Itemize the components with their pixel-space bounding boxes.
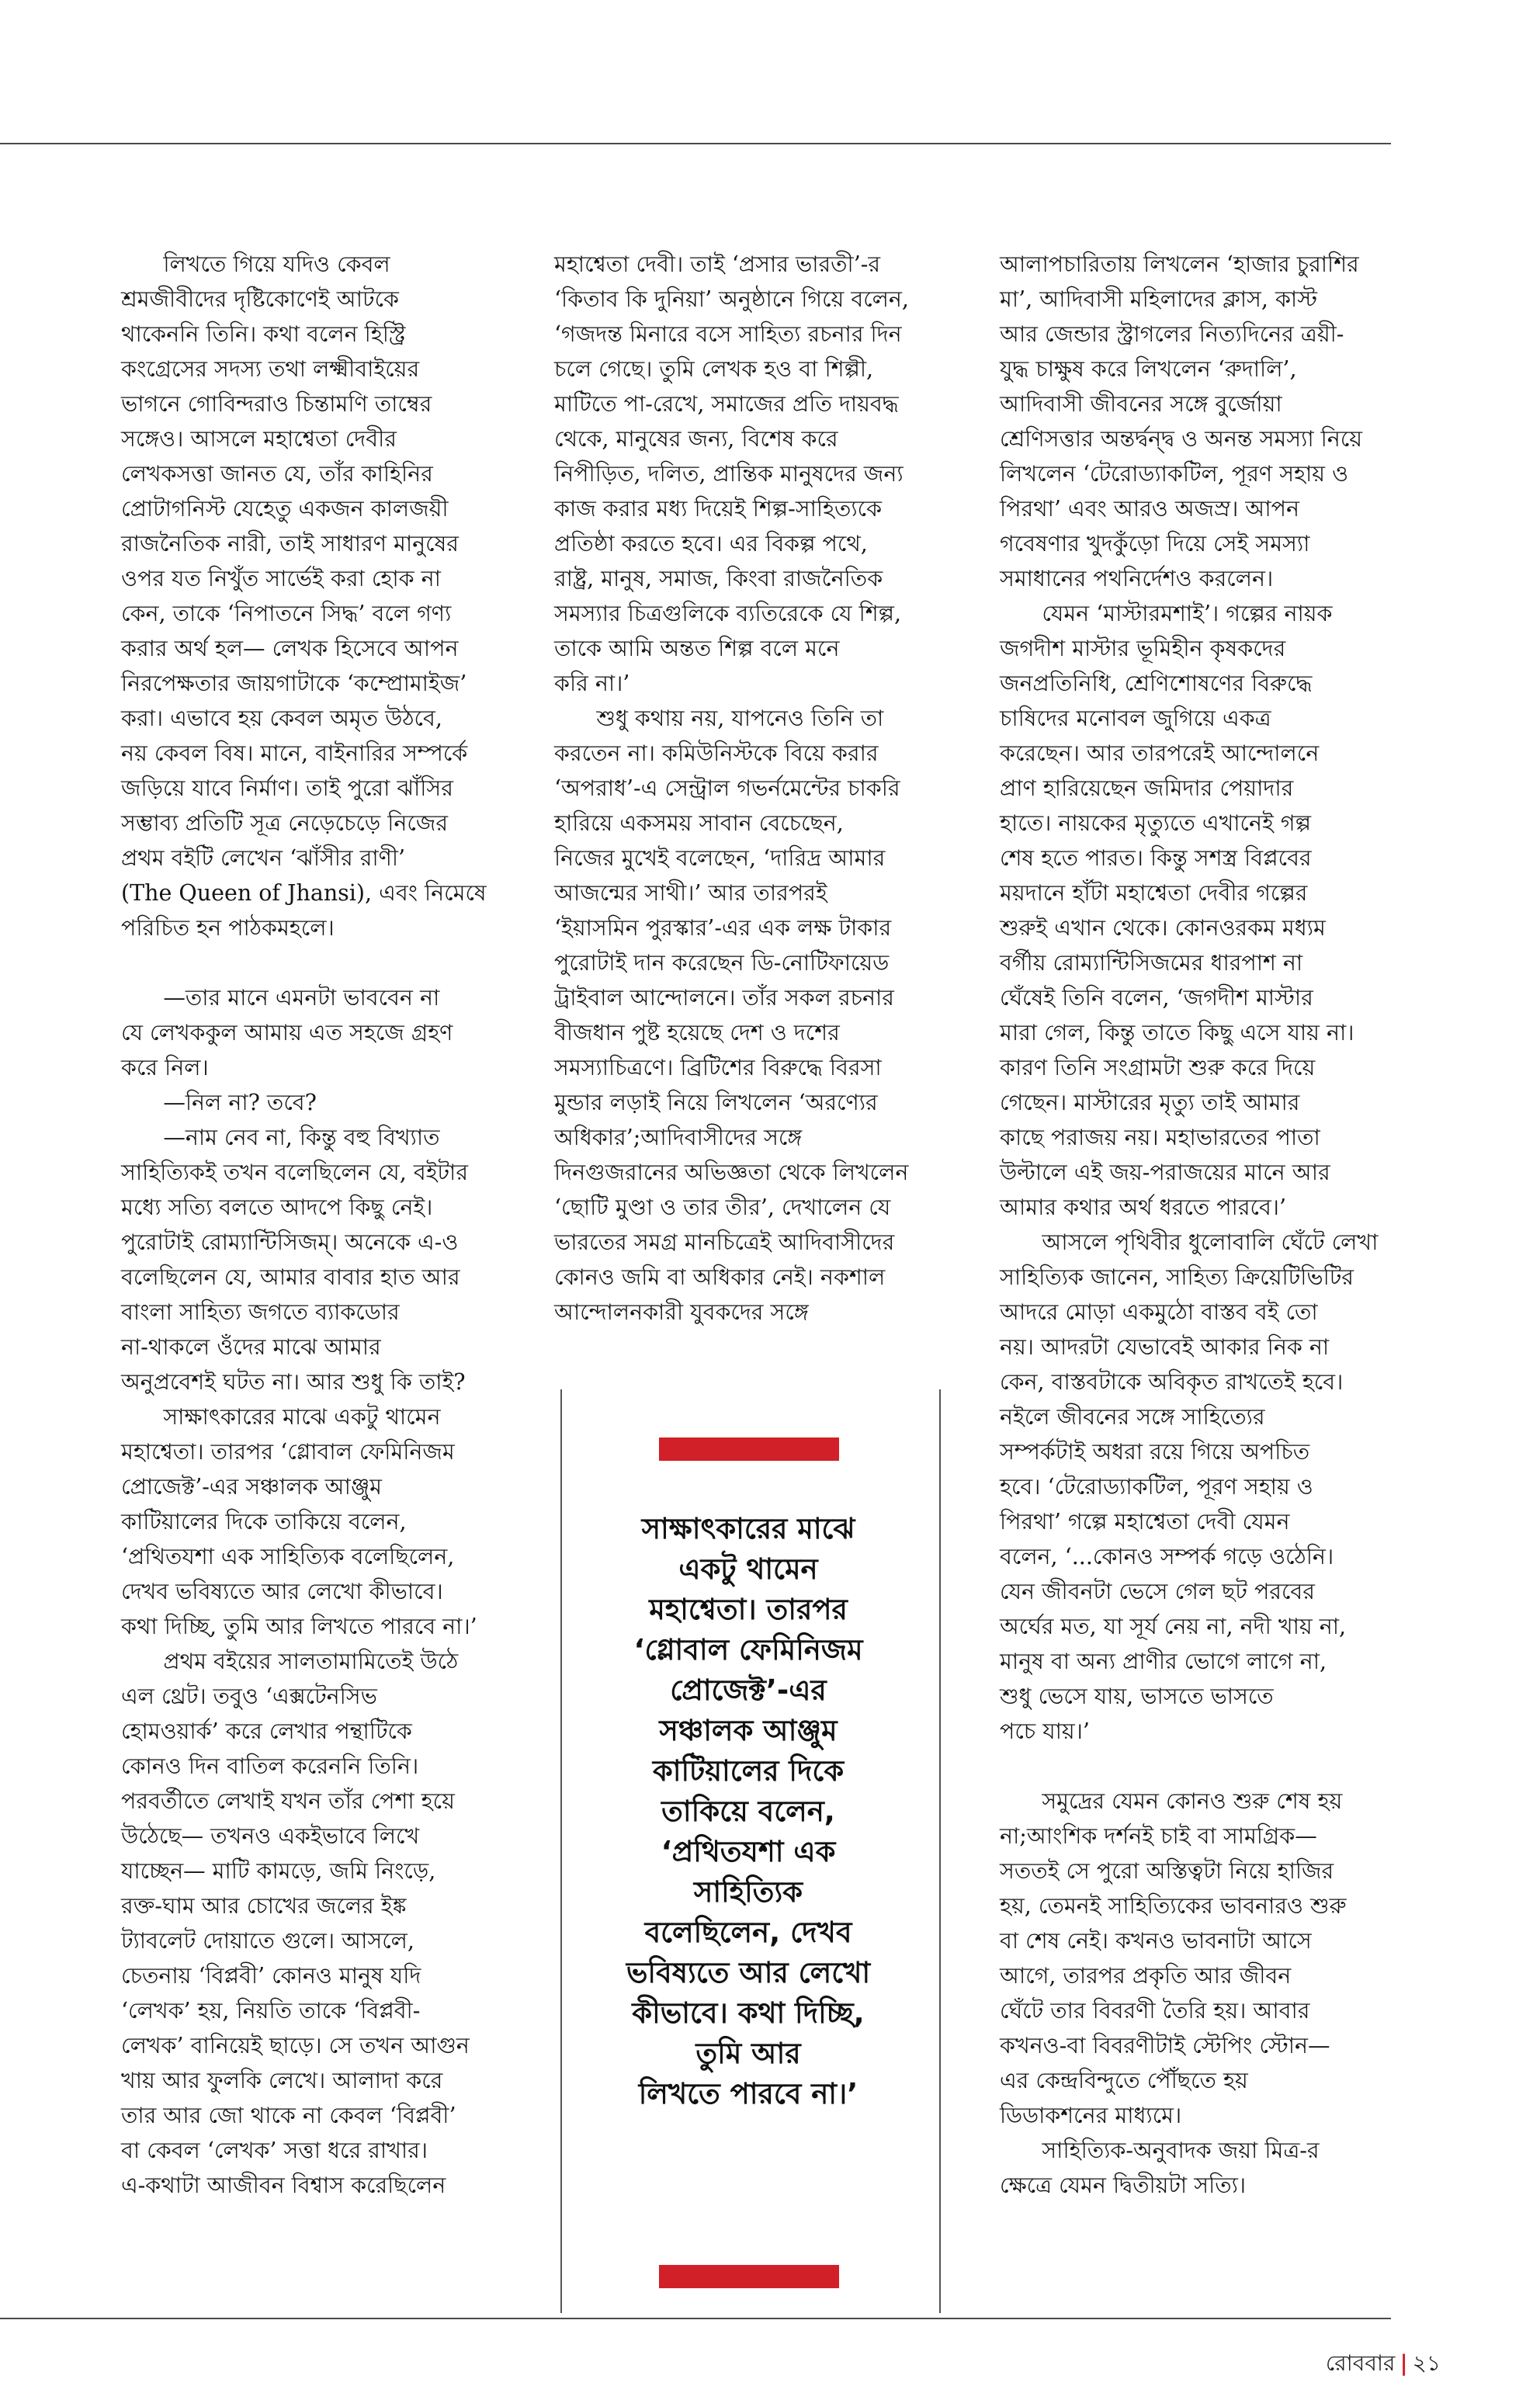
column-1-line: কথা দিচ্ছি, তুমি আর লিখতে পারবে না।’ bbox=[121, 1614, 477, 1639]
column-3-line: হবে। ‘টেরোড্যাকটিল, পূরণ সহায় ও bbox=[1000, 1474, 1313, 1500]
column-3-line: কেন, বাস্তবটাকে অবিকৃত রাখতেই হবে। bbox=[1000, 1369, 1344, 1395]
column-2-line: নিজের মুখেই বলেছেন, ‘দারিদ্র আমার bbox=[554, 845, 886, 871]
column-1-line: সম্ভাব্য প্রতিটি সূত্র নেড়েচেড়ে নিজের bbox=[121, 810, 449, 836]
column-2-line: ‘অপরাধ’-এ সেন্ট্রাল গভর্নমেন্টের চাকরি bbox=[554, 775, 900, 801]
column-3-line: মা’, আদিবাসী মহিলাদের ক্লাস, কাস্ট bbox=[1000, 286, 1318, 312]
column-2-line: ‘ইয়াসমিন পুরস্কার’-এর এক লক্ষ টাকার bbox=[554, 915, 892, 941]
column-3-line: সম্পর্কটাই অধরা রয়ে গিয়ে অপচিত bbox=[1000, 1439, 1310, 1465]
column-1-line: পুরোটাই রোম্যান্টিসিজম্। অনেকে এ-ও bbox=[121, 1229, 459, 1255]
column-1-line: প্রোজেক্ট’-এর সঞ্চালক আঞ্জুম bbox=[121, 1474, 383, 1500]
column-1-line: বা কেবল ‘লেখক’ সত্তা ধরে রাখার। bbox=[121, 2138, 428, 2163]
column-1-line: লেখক’ বানিয়েই ছাড়ে। সে তখন আগুন bbox=[121, 2033, 470, 2058]
column-1-line: ওপর যত নিখুঁত সার্ভেই করা হোক না bbox=[121, 566, 441, 591]
column-3-line: কারণ তিনি সংগ্রামটা শুরু করে দিয়ে bbox=[1000, 1055, 1316, 1080]
column-1-line: জড়িয়ে যাবে নির্মাণ। তাই পুরো ঝাঁসির bbox=[121, 775, 453, 801]
pull-quote-line: লিখতে পারবে না।’ bbox=[638, 2077, 858, 2110]
pull-quote-line: প্রোজেক্ট’-এর bbox=[670, 1673, 827, 1707]
column-3-line: আগে, তারপর প্রকৃতি আর জীবন bbox=[1000, 1963, 1292, 1989]
column-1-line: পরবর্তীতে লেখাই যখন তাঁর পেশা হয়ে bbox=[121, 1788, 455, 1814]
column-1-line: —নিল না? তবে? bbox=[121, 1090, 317, 1115]
column-1-line: মহাশ্বেতা। তারপর ‘গ্লোবাল ফেমিনিজম bbox=[121, 1439, 455, 1465]
column-3-line: শ্রেণিসত্তার অন্তর্দ্বন্দ্ব ও অনন্ত সমস্যা নিয়ে bbox=[1000, 426, 1363, 452]
column-2-line: কোনও জমি বা অধিকার নেই। নকশাল bbox=[554, 1264, 886, 1290]
column-1-line: বাংলা সাহিত্য জগতে ব্যাকডোর bbox=[121, 1299, 400, 1325]
column-1-line: প্রোটাগনিস্ট যেহেতু একজন কালজয়ী bbox=[121, 496, 449, 522]
pull-quote-line: ভবিষ্যতে আর লেখো bbox=[626, 1956, 871, 1989]
column-3-line: ঘেঁষেই তিনি বলেন, ‘জগদীশ মাস্টার bbox=[1000, 985, 1313, 1011]
page-number: ২১ bbox=[1412, 2350, 1441, 2376]
pull-quote-line: তুমি আর bbox=[695, 2037, 801, 2070]
column-3-line: এর কেন্দ্রবিন্দুতে পৌঁছতে হয় bbox=[1000, 2068, 1248, 2093]
column-2-line: চলে গেছে। তুমি লেখক হও বা শিল্পী, bbox=[554, 356, 874, 382]
column-3-line: যেন জীবনটা ভেসে গেল ছট পরবের bbox=[1000, 1579, 1315, 1604]
column-3-line: গবেষণার খুদকুঁড়ো দিয়ে সেই সমস্যা bbox=[1000, 531, 1310, 557]
column-1-line: সাক্ষাৎকারের মাঝে একটু থামেন bbox=[121, 1404, 441, 1430]
column-2-line: মুন্ডার লড়াই নিয়ে লিখলেন ‘অরণ্যের bbox=[554, 1090, 878, 1115]
column-1-line: চেতনায় ‘বিপ্লবী’ কোনও মানুষ যদি bbox=[121, 1963, 421, 1989]
column-3-line: পিরথা’ এবং আরও অজস্র। আপন bbox=[1000, 496, 1300, 522]
column-1-line: এল থ্রেট। তবুও ‘এক্সটেনসিভ bbox=[121, 1684, 377, 1709]
column-3-line: অর্ঘের মত, যা সূর্য নেয় না, নদী খায় না, bbox=[1000, 1614, 1347, 1639]
column-1-line: খায় আর ফুলকি লেখে। আলাদা করে bbox=[121, 2068, 443, 2093]
paragraph-gap bbox=[121, 945, 556, 980]
column-3-line: যেমন ‘মাস্টারমশাই’। গল্পের নায়ক bbox=[1000, 601, 1333, 626]
column-1-line: পরিচিত হন পাঠকমহলে। bbox=[121, 915, 335, 941]
column-1-line: যাচ্ছেন— মাটি কামড়ে, জমি নিংড়ে, bbox=[121, 1858, 436, 1884]
column-1-line: বলেছিলেন যে, আমার বাবার হাত আর bbox=[121, 1264, 460, 1290]
column-3-line: ময়দানে হাঁটা মহাশ্বেতা দেবীর গল্পের bbox=[1000, 880, 1308, 906]
column-3-line: হাতে। নায়কের মৃত্যুতে এখানেই গল্প bbox=[1000, 810, 1311, 836]
column-3-line: জনপ্রতিনিধি, শ্রেণিশোষণের বিরুদ্ধে bbox=[1000, 671, 1313, 696]
column-1-line: প্রথম বইয়ের সালতামামিতেই উঠে bbox=[121, 1649, 459, 1674]
column-2-line: তাকে আমি অন্তত শিল্প বলে মনে bbox=[554, 636, 840, 661]
column-2-line: আন্দোলনকারী যুবকদের সঙ্গে bbox=[554, 1299, 809, 1325]
column-3-line: বর্গীয় রোম্যান্টিসিজমের ধারপাশ না bbox=[1000, 950, 1303, 976]
article-column-1 bbox=[121, 247, 556, 2203]
pull-quote-line: একটু থামেন bbox=[678, 1552, 818, 1586]
column-3-line: মারা গেল, কিন্তু তাতে কিছু এসে যায় না। bbox=[1000, 1020, 1354, 1046]
column-1-line: রাজনৈতিক নারী, তাই সাধারণ মানুষের bbox=[121, 531, 459, 557]
column-1-line: সঙ্গেও। আসলে মহাশ্বেতা দেবীর bbox=[121, 426, 397, 452]
column-1-line: অনুপ্রবেশই ঘটত না। আর শুধু কি তাই? bbox=[121, 1369, 466, 1395]
column-3-line: লিখলেন ‘টেরোড্যাকটিল, পূরণ সহায় ও bbox=[1000, 461, 1349, 487]
column-3-line: সাহিত্যিক জানেন, সাহিত্য ক্রিয়েটিভিটির bbox=[1000, 1264, 1354, 1290]
page-footer bbox=[1326, 2346, 1441, 2383]
pull-quote-line: সাক্ষাৎকারের মাঝে bbox=[641, 1512, 855, 1545]
column-1-line: —তার মানে এমনটা ভাববেন না bbox=[121, 985, 440, 1011]
column-3-line: আমার কথার অর্থ ধরতে পারবে।’ bbox=[1000, 1195, 1287, 1220]
column-2-line: প্রতিষ্ঠা করতে হবে। এর বিকল্প পথে, bbox=[554, 531, 868, 557]
column-3-line: নয়। আদরটা যেভাবেই আকার নিক না bbox=[1000, 1334, 1330, 1360]
column-3-line: পচে যায়।’ bbox=[1000, 1718, 1090, 1744]
pull-quote bbox=[578, 1438, 919, 2315]
pull-quote-top-bar bbox=[659, 1438, 839, 1461]
column-1-line: রক্ত-ঘাম আর চোখের জলের ইঙ্ক bbox=[121, 1893, 407, 1919]
column-3-line: গেছেন। মাস্টারের মৃত্যু তাই আমার bbox=[1000, 1090, 1300, 1115]
pull-quote-bottom-bar bbox=[659, 2265, 839, 2288]
column-1-line: কংগ্রেসের সদস্য তথা লক্ষ্মীবাইয়ের bbox=[121, 356, 420, 382]
column-3-line: আদিবাসী জীবনের সঙ্গে বুর্জোয়া bbox=[1000, 391, 1282, 417]
column-2-line: হারিয়ে একসময় সাবান বেচেছেন, bbox=[554, 810, 844, 836]
column-1-line: নয় কেবল বিষ। মানে, বাইনারির সম্পর্কে bbox=[121, 740, 468, 766]
column-2-line: ট্রাইবাল আন্দোলনে। তাঁর সকল রচনার bbox=[554, 985, 894, 1011]
bottom-rule bbox=[0, 2318, 1391, 2319]
pull-quote-line: মহাশ্বেতা। তারপর bbox=[649, 1593, 848, 1626]
column-2-line: ভারতের সমগ্র মানচিত্রেই আদিবাসীদের bbox=[554, 1229, 895, 1255]
column-1-line: যে লেখককুল আমায় এত সহজে গ্রহণ bbox=[121, 1020, 453, 1046]
column-2-line: মাটিতে পা-রেখে, সমাজের প্রতি দায়বদ্ধ bbox=[554, 391, 899, 417]
column-1-line: —নাম নেব না, কিন্তু বহু বিখ্যাত bbox=[121, 1125, 440, 1150]
column-3-line: সমাধানের পথনির্দেশও করলেন। bbox=[1000, 566, 1274, 591]
column-3-line: আসলে পৃথিবীর ধুলোবালি ঘেঁটে লেখা bbox=[1000, 1229, 1379, 1255]
column-3-line: শুরুই এখান থেকে। কোনওরকম মধ্যম bbox=[1000, 915, 1326, 941]
column-3-line: শেষ হতে পারত। কিন্তু সশস্ত্র বিপ্লবের bbox=[1000, 845, 1312, 871]
pull-quote-line: কীভাবে। কথা দিচ্ছি, bbox=[632, 1996, 865, 2030]
article-column-2 bbox=[554, 247, 989, 1330]
column-divider-right bbox=[939, 1389, 941, 2313]
column-2-line: দিনগুজরানের অভিজ্ঞতা থেকে লিখলেন bbox=[554, 1160, 909, 1185]
column-1-line: করে নিল। bbox=[121, 1055, 209, 1080]
column-2-line: করতেন না। কমিউনিস্টকে বিয়ে করার bbox=[554, 740, 879, 766]
column-1-line: এ-কথাটা আজীবন বিশ্বাস করেছিলেন bbox=[121, 2173, 446, 2198]
column-2-line: মহাশ্বেতা দেবী। তাই ‘প্রসার ভারতী’-র bbox=[554, 251, 881, 277]
paragraph-gap bbox=[1000, 1749, 1434, 1784]
column-2-line: আজন্মের সাথী।’ আর তারপরই bbox=[554, 880, 827, 906]
column-1-line: মধ্যে সত্যি বলতে আদপে কিছু নেই। bbox=[121, 1195, 433, 1220]
column-2-line: অধিকার’;আদিবাসীদের সঙ্গে bbox=[554, 1125, 803, 1150]
column-1-line: শ্রমজীবীদের দৃষ্টিকোণেই আটকে bbox=[121, 286, 399, 312]
pull-quote-line: ‘গ্লোবাল ফেমিনিজম bbox=[633, 1633, 863, 1666]
column-3-line: আদরে মোড়া একমুঠো বাস্তব বই তো bbox=[1000, 1299, 1318, 1325]
column-3-line: ডিডাকশনের মাধ্যমে। bbox=[1000, 2103, 1182, 2128]
column-3-line: উল্টালে এই জয়-পরাজয়ের মানে আর bbox=[1000, 1160, 1330, 1185]
column-3-line: ক্ষেত্রে যেমন দ্বিতীয়টা সত্যি। bbox=[1000, 2173, 1247, 2198]
column-2-line: ‘গজদন্ত মিনারে বসে সাহিত্য রচনার দিন bbox=[554, 321, 902, 347]
column-1-line: লিখতে গিয়ে যদিও কেবল bbox=[121, 251, 390, 277]
column-1-line: উঠেছে— তখনও একইভাবে লিখে bbox=[121, 1823, 420, 1849]
column-3-line: করেছেন। আর তারপরেই আন্দোলনে bbox=[1000, 740, 1320, 766]
column-1-line: করা। এভাবে হয় কেবল অমৃত উঠবে, bbox=[121, 706, 442, 731]
column-2-line: ‘ছোটি মুণ্ডা ও তার তীর’, দেখালেন যে bbox=[554, 1195, 891, 1220]
column-2-line: বীজধান পুষ্ট হয়েছে দেশ ও দশের bbox=[554, 1020, 840, 1046]
column-3-line: যুদ্ধ চাক্ষুষ করে লিখলেন ‘রুদালি’, bbox=[1000, 356, 1297, 382]
column-1-line: করার অর্থ হল— লেখক হিসেবে আপন bbox=[121, 636, 459, 661]
column-1-line: ‘প্রথিতযশা এক সাহিত্যিক বলেছিলেন, bbox=[121, 1544, 455, 1569]
column-3-line: সমুদ্রের যেমন কোনও শুরু শেষ হয় bbox=[1000, 1788, 1343, 1814]
article-column-3 bbox=[1000, 247, 1434, 2203]
column-3-line: প্রাণ হারিয়েছেন জমিদার পেয়াদার bbox=[1000, 775, 1294, 801]
column-3-line: না;আংশিক দর্শনই চাই বা সামগ্রিক— bbox=[1000, 1823, 1317, 1849]
column-3-line: মানুষ বা অন্য প্রাণীর ভোগে লাগে না, bbox=[1000, 1649, 1327, 1674]
column-2-line: সমস্যার চিত্রগুলিকে ব্যতিরেকে যে শিল্প, bbox=[554, 601, 902, 626]
column-1-line: থাকেননি তিনি। কথা বলেন হিস্ট্রি bbox=[121, 321, 406, 347]
magazine-name: রোববার bbox=[1325, 2350, 1396, 2376]
column-3-line: নইলে জীবনের সঙ্গে সাহিত্যের bbox=[1000, 1404, 1265, 1430]
column-2-line: সমস্যাচিত্রণে। ব্রিটিশের বিরুদ্ধে বিরসা bbox=[554, 1055, 882, 1080]
top-rule bbox=[0, 143, 1391, 144]
column-1-line: ট্যাবলেট দোয়াতে গুলে। আসলে, bbox=[121, 1928, 414, 1954]
column-1-line: তার আর জো থাকে না কেবল ‘বিপ্লবী’ bbox=[121, 2103, 456, 2128]
pull-quote-text bbox=[578, 1509, 919, 2114]
column-1-line: প্রথম বইটি লেখেন ‘ঝাঁসীর রাণী’ bbox=[121, 845, 406, 871]
column-2-line: নিপীড়িত, দলিত, প্রান্তিক মানুষদের জন্য bbox=[554, 461, 904, 487]
column-1-line: লেখকসত্তা জানত যে, তাঁর কাহিনির bbox=[121, 461, 433, 487]
pull-quote-line: সাহিত্যিক bbox=[693, 1875, 803, 1909]
column-divider-left bbox=[560, 1389, 562, 2313]
column-3-line: কাছে পরাজয় নয়। মহাভারতের পাতা bbox=[1000, 1125, 1320, 1150]
column-3-line: পিরথা’ গল্পে মহাশ্বেতা দেবী যেমন bbox=[1000, 1509, 1290, 1535]
column-1-line: না-থাকলে ওঁদের মাঝে আমার bbox=[121, 1334, 381, 1360]
pull-quote-line: বলেছিলেন, দেখব bbox=[644, 1916, 852, 1949]
column-3-line: আলাপচারিতায় লিখলেন ‘হাজার চুরাশির bbox=[1000, 251, 1359, 277]
column-3-line: সততই সে পুরো অস্তিত্বটা নিয়ে হাজির bbox=[1000, 1858, 1334, 1884]
column-3-line: আর জেন্ডার স্ট্রাগলের নিত্যদিনের ত্রয়ী- bbox=[1000, 321, 1344, 347]
column-2-line: ‘কিতাব কি দুনিয়া’ অনুষ্ঠানে গিয়ে বলেন, bbox=[554, 286, 909, 312]
column-1-line: সাহিত্যিকই তখন বলেছিলেন যে, বইটার bbox=[121, 1160, 469, 1185]
column-1-line: হোমওয়ার্ক’ করে লেখার পন্থাটিকে bbox=[121, 1718, 412, 1744]
column-3-line: ঘেঁটে তার বিবরণী তৈরি হয়। আবার bbox=[1000, 1998, 1310, 2024]
column-2-line: থেকে, মানুষের জন্য, বিশেষ করে bbox=[554, 426, 838, 452]
column-1-line: নিরপেক্ষতার জায়গাটাকে ‘কম্প্রোমাইজ’ bbox=[121, 671, 467, 696]
column-3-line: কখনও-বা বিবরণীটাই স্টেপিং স্টোন— bbox=[1000, 2033, 1330, 2058]
column-1-line: দেখব ভবিষ্যতে আর লেখো কীভাবে। bbox=[121, 1579, 443, 1604]
column-2-line: শুধু কথায় নয়, যাপনেও তিনি তা bbox=[554, 706, 884, 731]
footer-separator: | bbox=[1400, 2350, 1408, 2376]
column-1-line: কাটিয়ালের দিকে তাকিয়ে বলেন, bbox=[121, 1509, 407, 1535]
pull-quote-line: ‘প্রথিতযশা এক bbox=[661, 1835, 836, 1868]
column-2-line: পুরোটাই দান করেছেন ডি-নোটিফায়েড bbox=[554, 950, 890, 976]
column-1-line: (The Queen of Jhansi), এবং নিমেষে bbox=[121, 880, 487, 906]
column-3-line: বলেন, ‘...কোনও সম্পর্ক গড়ে ওঠেনি। bbox=[1000, 1544, 1334, 1569]
column-3-line: শুধু ভেসে যায়, ভাসতে ভাসতে bbox=[1000, 1684, 1274, 1709]
column-1-line: কোনও দিন বাতিল করেননি তিনি। bbox=[121, 1753, 419, 1779]
column-3-line: চাষিদের মনোবল জুগিয়ে একত্র bbox=[1000, 706, 1271, 731]
column-3-line: হয়, তেমনই সাহিত্যিকের ভাবনারও শুরু bbox=[1000, 1893, 1347, 1919]
column-2-line: করি না।’ bbox=[554, 671, 630, 696]
column-2-line: কাজ করার মধ্য দিয়েই শিল্প-সাহিত্যকে bbox=[554, 496, 883, 522]
pull-quote-line: সঞ্চালক আঞ্জুম bbox=[659, 1714, 838, 1747]
column-2-line: রাষ্ট্র, মানুষ, সমাজ, কিংবা রাজনৈতিক bbox=[554, 566, 883, 591]
column-3-line: বা শেষ নেই। কখনও ভাবনাটা আসে bbox=[1000, 1928, 1312, 1954]
column-3-line: জগদীশ মাস্টার ভূমিহীন কৃষকদের bbox=[1000, 636, 1286, 661]
column-1-line: ভাগনে গোবিন্দরাও চিন্তামণি তাম্বের bbox=[121, 391, 432, 417]
pull-quote-line: তাকিয়ে বলেন, bbox=[661, 1795, 835, 1828]
column-3-line: সাহিত্যিক-অনুবাদক জয়া মিত্র-র bbox=[1000, 2138, 1320, 2163]
column-1-line: কেন, তাকে ‘নিপাতনে সিদ্ধ’ বলে গণ্য bbox=[121, 601, 452, 626]
pull-quote-line: কাটিয়ালের দিকে bbox=[652, 1754, 845, 1788]
column-1-line: ‘লেখক’ হয়, নিয়তি তাকে ‘বিপ্লবী- bbox=[121, 1998, 421, 2024]
